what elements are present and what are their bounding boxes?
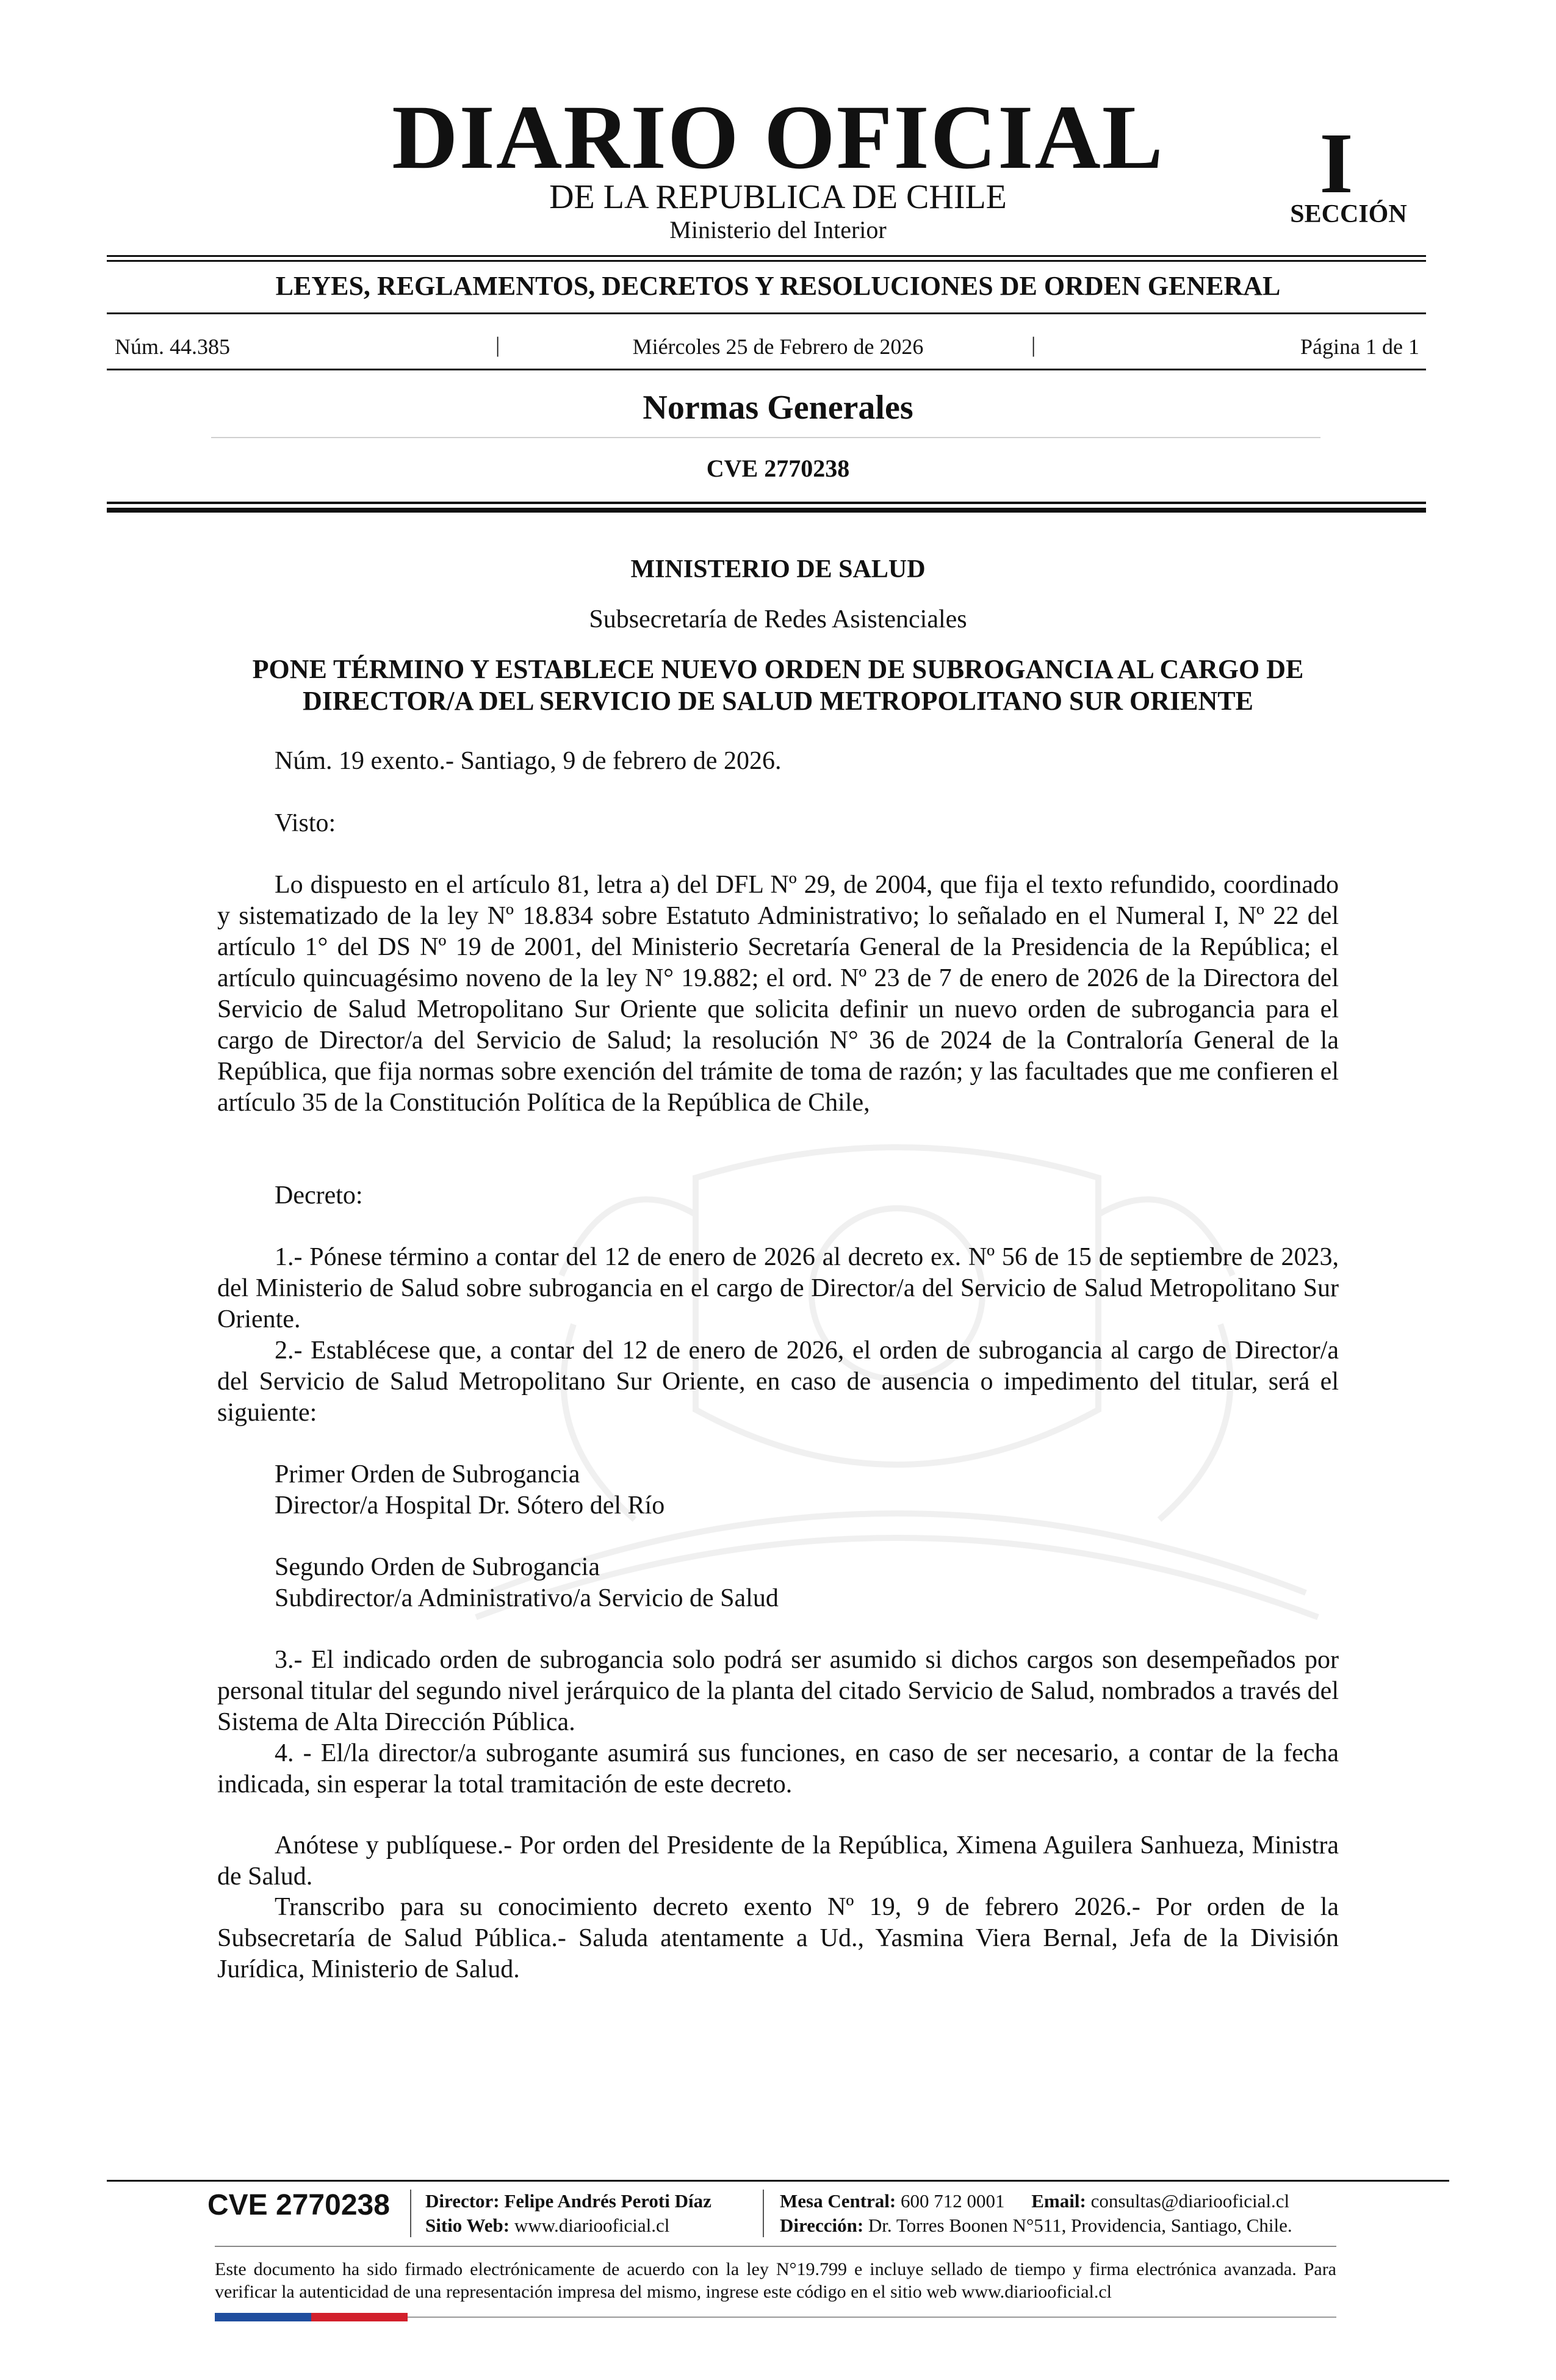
rubric-title: Normas Generales	[643, 389, 913, 427]
issuing-subsecretaria: Subsecretaría de Redes Asistenciales	[589, 605, 967, 633]
article-4: 4. - El/la director/a subrogante asumirá sus funciones, en caso de ser necesario, a contar de la fecha indicada, sin esperar la total tramitación de este decreto.	[217, 1739, 1339, 1798]
footer-website-link[interactable]: www.diariooficial.cl	[514, 2215, 670, 2236]
footer-address-label: Dirección:	[780, 2215, 864, 2236]
masthead-title: DIARIO OFICIAL	[392, 87, 1164, 188]
footer-director-label: Director:	[425, 2190, 500, 2212]
first-order-label: Primer Orden de Subrogancia	[275, 1460, 580, 1488]
article-3: 3.- El indicado orden de subrogancia solo podrá ser asumido si dichos cargos son desempeñados por personal titular del segundo nivel jerárquico de la planta del citado Servicio de Salud, nombrados a través del Sistema de Alta Dirección Pública.	[217, 1646, 1339, 1736]
second-order-label: Segundo Orden de Subrogancia	[275, 1553, 600, 1581]
masthead-rule	[107, 255, 1426, 257]
closing-paragraph: Anótese y publíquese.- Por orden del Presidente de la República, Ximena Aguilera Sanhueza, Ministra de Salud.	[217, 1831, 1339, 1891]
footer-phone-value: 600 712 0001	[901, 2190, 1005, 2212]
footer-website-label: Sitio Web:	[425, 2215, 510, 2236]
first-order-value: Director/a Hospital Dr. Sótero del Río	[275, 1491, 665, 1520]
masthead-ministry: Ministerio del Interior	[669, 216, 887, 243]
transcription-paragraph: Transcribo para su conocimiento decreto exento Nº 19, 9 de febrero 2026.- Por orden de la Subsecretaría de Salud Pública.- Saluda atentamente a Ud., Yasmina Viera Bernal, Jefa de la División Jurídica, Ministerio de Salud.	[217, 1893, 1339, 1983]
masthead-subtitle: DE LA REPUBLICA DE CHILE	[549, 178, 1007, 216]
heading-rule	[107, 312, 1426, 314]
footer-divider	[410, 2190, 411, 2237]
issue-rule	[107, 369, 1426, 370]
section-heading: LEYES, REGLAMENTOS, DECRETOS Y RESOLUCIONES DE ORDEN GENERAL	[275, 271, 1281, 301]
article-2: 2.- Establécese que, a contar del 12 de enero de 2026, el orden de subrogancia al cargo de Director/a del Servicio de Salud Metropolitano Sur Oriente, en caso de ausencia o impedimento del titular, será el siguiente:	[217, 1336, 1339, 1427]
footer-email-link[interactable]: consultas@diariooficial.cl	[1090, 2190, 1290, 2212]
decreto-label: Decreto:	[275, 1181, 363, 1210]
footer-bottom-rule	[408, 2317, 1336, 2318]
issue-page: Página 1 de 1	[1300, 334, 1419, 359]
footer-cve-code: CVE 2770238	[207, 2189, 390, 2221]
footer-contact	[780, 2189, 1289, 2213]
issue-number: Núm. 44.385	[115, 334, 230, 359]
visto-label: Visto:	[275, 809, 336, 837]
footer-director	[425, 2189, 711, 2213]
masthead-rule	[107, 260, 1426, 262]
footer-legal-note: Este documento ha sido firmado electrónicamente de acuerdo con la ley N°19.799 e incluye sellado de tiempo y firma electrónica avanzada. Para verificar la autenticidad de una representación impresa del mismo, ingrese este código en el sitio web www.diariooficial.cl	[215, 2259, 1336, 2302]
cve-rule	[107, 502, 1426, 504]
footer-rule	[107, 2180, 1449, 2182]
second-order-value: Subdirector/a Administrativo/a Servicio de Salud	[275, 1584, 779, 1612]
footer-inner-rule	[215, 2246, 1336, 2247]
section-numeral: I	[1319, 115, 1353, 211]
issue-separator: |	[1031, 333, 1036, 357]
decree-title: PONE TÉRMINO Y ESTABLECE NUEVO ORDEN DE SUBROGANCIA AL CARGO DE DIRECTOR/A DEL SERVICIO DE SALUD METROPOLITANO SUR ORIENTE	[252, 654, 1304, 716]
footer-divider	[763, 2190, 764, 2237]
decree-number-line: Núm. 19 exento.- Santiago, 9 de febrero de 2026.	[275, 747, 782, 775]
flag-stripe-blue	[215, 2313, 311, 2321]
cve-rule	[107, 508, 1426, 513]
flag-stripe-red	[311, 2313, 408, 2321]
footer-director-value: Felipe Andrés Peroti Díaz	[504, 2190, 711, 2212]
footer-website	[425, 2213, 669, 2238]
footer-address	[780, 2213, 1292, 2238]
section-label: SECCIÓN	[1290, 200, 1407, 228]
article-1: 1.- Pónese término a contar del 12 de enero de 2026 al decreto ex. Nº 56 de 15 de septiembre de 2023, del Ministerio de Salud sobre subrogancia en el cargo de Director/a del Servicio de Salud Metropolitano Sur Oriente.	[217, 1243, 1339, 1333]
issue-separator: |	[495, 333, 500, 357]
footer-address-value: Dr. Torres Boonen N°511, Providencia, Santiago, Chile.	[868, 2215, 1292, 2236]
visto-paragraph: Lo dispuesto en el artículo 81, letra a) del DFL Nº 29, de 2004, que fija el texto refundido, coordinado y sistematizado de la ley Nº 18.834 sobre Estatuto Administrativo; lo señalado en el Numeral I, Nº 22 del artículo 1° del DS Nº 19 de 2001, del Ministerio Secretaría General de la Presidencia de la República; el artículo quincuagésimo noveno de la ley N° 19.882; el ord. Nº 23 de 7 de enero de 2026 de la Directora del Servicio de Salud Metropolitano Sur Oriente que solicita definir un nuevo orden de subrogancia para el cargo de Director/a del Servicio de Salud; la resolución N° 36 de 2024 de la Contraloría General de la República, que fija normas sobre exención del trámite de toma de razón; y las facultades que me confieren el artículo 35 de la Constitución Política de la República de Chile,	[217, 871, 1339, 1117]
issuing-ministry: MINISTERIO DE SALUD	[630, 555, 926, 583]
issue-date: Miércoles 25 de Febrero de 2026	[632, 334, 924, 359]
cve-code: CVE 2770238	[706, 455, 850, 482]
footer-phone-label: Mesa Central:	[780, 2190, 896, 2212]
rubric-rule	[211, 437, 1320, 438]
footer-email-label: Email:	[1031, 2190, 1086, 2212]
